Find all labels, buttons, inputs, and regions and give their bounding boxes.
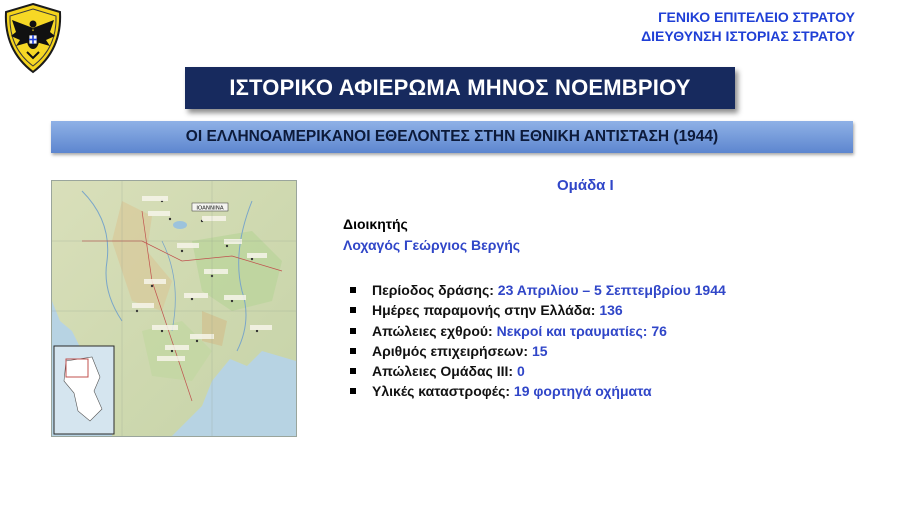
facts-list	[350, 280, 726, 402]
fact-operations	[350, 341, 726, 361]
fact-value: Νεκροί και τραυματίες: 76	[496, 322, 667, 339]
bullet-icon	[350, 388, 356, 394]
fact-value: 136	[599, 302, 623, 319]
fact-enemy-losses	[350, 321, 726, 341]
fact-label: Απώλειες εχθρού:	[372, 322, 497, 339]
fact-value: 19 φορτηγά οχήματα	[513, 383, 652, 400]
army-logo	[2, 2, 64, 74]
fact-label: Ημέρες παραμονής στην Ελλάδα:	[372, 302, 600, 319]
fact-label: Αριθμός επιχειρήσεων:	[372, 342, 532, 359]
bullet-icon	[350, 307, 356, 313]
page-subtitle: ΟΙ ΕΛΛΗΝΟΑΜΕΡΙΚΑΝΟΙ ΕΘΕΛΟΝΤΕΣ ΣΤΗΝ ΕΘΝΙΚΗ ΑΝΤΙΣΤΑΣΗ (1944)	[51, 121, 853, 153]
bullet-icon	[350, 328, 356, 334]
commander-name: Λοχαγός Γεώργιος Βεργής	[343, 237, 521, 253]
org-line-2: ΔΙΕΥΘΥΝΣΗ ΙΣΤΟΡΙΑΣ ΣΤΡΑΤΟΥ	[641, 28, 855, 44]
org-line-1: ΓΕΝΙΚΟ ΕΠΙΤΕΛΕΙΟ ΣΤΡΑΤΟΥ	[658, 9, 855, 25]
fact-material-destruction	[350, 381, 726, 401]
bullet-icon	[350, 368, 356, 374]
map-image	[51, 180, 297, 437]
group-title: Ομάδα Ι	[557, 177, 614, 194]
fact-label: Περίοδος δράσης:	[372, 282, 498, 298]
fact-days	[350, 300, 726, 320]
commander-label: Διοικητής	[343, 216, 408, 232]
fact-group-losses	[350, 361, 726, 381]
fact-label: Υλικές καταστροφές:	[372, 383, 514, 400]
map-city-label: IOANNINA	[196, 205, 224, 212]
page-title: ΙΣΤΟΡΙΚΟ ΑΦΙΕΡΩΜΑ ΜΗΝΟΣ ΝΟΕΜΒΡΙΟΥ	[185, 67, 735, 109]
bullet-icon	[350, 287, 356, 293]
fact-value: 15	[531, 342, 548, 359]
organization-header	[641, 8, 855, 46]
fact-period	[350, 280, 726, 300]
bullet-icon	[350, 348, 356, 354]
fact-value: 0	[516, 363, 525, 380]
fact-label: Απώλειες Ομάδας ΙΙΙ:	[372, 363, 517, 380]
fact-value: 23 Απριλίου – 5 Σεπτεμβρίου 1944	[497, 282, 726, 298]
